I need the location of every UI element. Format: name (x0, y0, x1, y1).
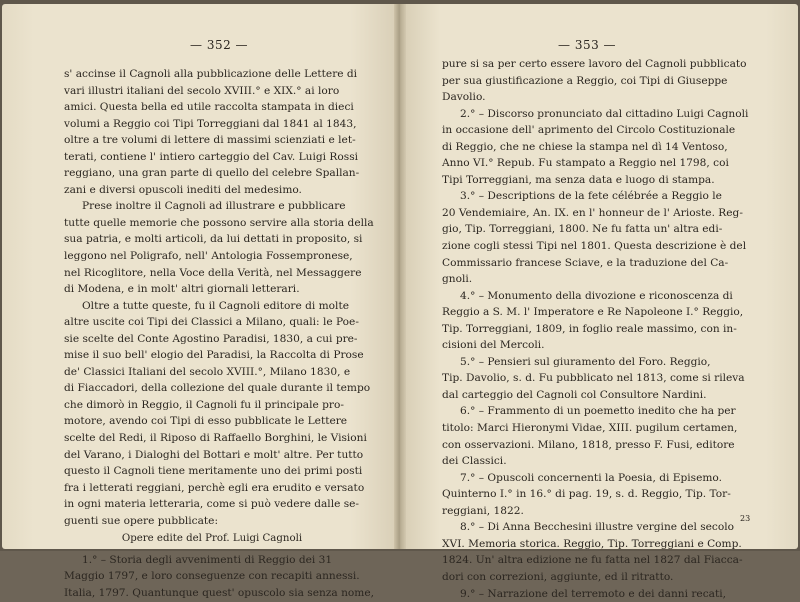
left-page-body (64, 66, 360, 602)
text-line: gio, Tip. Torreggiani, 1800. Ne fu fatta un' altra edi- (442, 221, 736, 238)
text-line: cisioni del Mercoli. (442, 337, 736, 354)
text-line: fra i letterati reggiani, perchè egli era erudito e versato (64, 480, 360, 497)
text-line: de' Classici Italiani del secolo XVIII.°, Milano 1830, e (64, 364, 360, 381)
text-line: titolo: Marci Hieronymi Vidae, XIII. pugilum certamen, (442, 420, 736, 437)
section-heading: Opere edite del Prof. Luigi Cagnoli (64, 531, 360, 548)
text-line: tutte quelle memorie che possono servire alla storia della (64, 215, 360, 232)
text-line: motore, avendo coi Tipi di esso pubblicate le Lettere (64, 413, 360, 430)
text-line: dori con correzioni, aggiunte, ed il ritratto. (442, 569, 736, 586)
text-line: gnoli. (442, 271, 736, 288)
text-line: nel Ricoglitore, nella Voce della Verità, nel Messaggere (64, 265, 360, 282)
right-page-body (442, 56, 736, 602)
text-line: Tip. Torreggiani, 1809, in foglio reale massimo, con in- (442, 321, 736, 338)
text-line: pure si sa per certo essere lavoro del Cagnoli pubblicato (442, 56, 736, 73)
text-line: oltre a tre volumi di lettere di massimi scienziati e let- (64, 132, 360, 149)
signature-mark: 23 (740, 514, 750, 523)
text-line: altre uscite coi Tipi dei Classici a Milano, quali: le Poe- (64, 314, 360, 331)
text-line: terati, contiene l' intiero carteggio del Cav. Luigi Rossi (64, 149, 360, 166)
text-line: con osservazioni. Milano, 1818, presso F. Fusi, editore (442, 437, 736, 454)
book-gutter (394, 4, 406, 549)
text-line: di Reggio, che ne chiese la stampa nel dì 14 Ventoso, (442, 139, 736, 156)
text-line: s' accinse il Cagnoli alla pubblicazione delle Lettere di (64, 66, 360, 83)
text-line: 9.° – Narrazione del terremoto e dei danni recati, (442, 586, 736, 602)
right-page-number: — 353 — (558, 38, 616, 52)
text-line: Italia, 1797. Quantunque quest' opuscolo sia senza nome, (64, 585, 360, 602)
text-line: 1.° – Storia degli avvenimenti di Reggio dei 31 (64, 552, 360, 569)
text-line: Reggio a S. M. l' Imperatore e Re Napoleone I.° Reggio, (442, 304, 736, 321)
text-line: reggiani, 1822. (442, 503, 736, 520)
left-page (2, 4, 398, 549)
text-line: 4.° – Monumento della divozione e riconoscenza di (442, 288, 736, 305)
text-line: 20 Vendemiaire, An. IX. en l' honneur de l' Arioste. Reg- (442, 205, 736, 222)
text-line: reggiano, una gran parte di quello del celebre Spallan- (64, 165, 360, 182)
text-line: scelte del Redi, il Riposo di Raffaello Borghini, le Visioni (64, 430, 360, 447)
left-page-number: — 352 — (190, 38, 248, 52)
text-line: Davolio. (442, 89, 736, 106)
text-line: dei Classici. (442, 453, 736, 470)
text-line: che dimorò in Reggio, il Cagnoli fu il principale pro- (64, 397, 360, 414)
text-line: Prese inoltre il Cagnoli ad illustrare e pubblicare (64, 198, 360, 215)
text-line: dal carteggio del Cagnoli col Consultore Nardini. (442, 387, 736, 404)
text-line: volumi a Reggio coi Tipi Torreggiani dal 1841 al 1843, (64, 116, 360, 133)
text-line: per sua giustificazione a Reggio, coi Tipi di Giuseppe (442, 73, 736, 90)
text-line: in ogni materia letteraria, come si può vedere dalle se- (64, 496, 360, 513)
text-line: zani e diversi opuscoli inediti del medesimo. (64, 182, 360, 199)
text-line: sie scelte del Conte Agostino Paradisi, 1830, a cui pre- (64, 331, 360, 348)
text-line: Tip. Davolio, s. d. Fu pubblicato nel 1813, come si rileva (442, 370, 736, 387)
text-line: XVI. Memoria storica. Reggio, Tip. Torreggiani e Comp. (442, 536, 736, 553)
text-line: 8.° – Di Anna Becchesini illustre vergine del secolo (442, 519, 736, 536)
text-line: mise il suo bell' elogio del Paradisi, la Raccolta di Prose (64, 347, 360, 364)
text-line: Tipi Torreggiani, ma senza data e luogo di stampa. (442, 172, 736, 189)
text-line: 5.° – Pensieri sul giuramento del Foro. Reggio, (442, 354, 736, 371)
text-line: leggono nel Poligrafo, nell' Antologia Fossempronese, (64, 248, 360, 265)
text-line: questo il Cagnoli tiene meritamente uno dei primi posti (64, 463, 360, 480)
text-line: del Varano, i Dialoghi del Bottari e molt' altre. Per tutto (64, 447, 360, 464)
text-line: Commissario francese Sciave, e la traduzione del Ca- (442, 255, 736, 272)
text-line: amici. Questa bella ed utile raccolta stampata in dieci (64, 99, 360, 116)
text-line: guenti sue opere pubblicate: (64, 513, 360, 530)
text-line: 7.° – Opuscoli concernenti la Poesia, di Episemo. (442, 470, 736, 487)
text-line: sua patria, e molti articoli, da lui dettati in proposito, si (64, 231, 360, 248)
text-line: 1824. Un' altra edizione ne fu fatta nel 1827 dal Fiacca- (442, 552, 736, 569)
text-line: in occasione dell' aprimento del Circolo Costituzionale (442, 122, 736, 139)
text-line: Maggio 1797, e loro conseguenze con recapiti annessi. (64, 568, 360, 585)
text-line: Anno VI.° Repub. Fu stampato a Reggio nel 1798, coi (442, 155, 736, 172)
text-line: di Modena, e in molt' altri giornali letterari. (64, 281, 360, 298)
text-line: 6.° – Frammento di un poemetto inedito che ha per (442, 403, 736, 420)
text-line: Oltre a tutte queste, fu il Cagnoli editore di molte (64, 298, 360, 315)
right-page (400, 4, 798, 549)
text-line: vari illustri italiani del secolo XVIII.° e XIX.° ai loro (64, 83, 360, 100)
text-line: 2.° – Discorso pronunciato dal cittadino Luigi Cagnoli (442, 106, 736, 123)
text-line: 3.° – Descriptions de la fete célébrée a Reggio le (442, 188, 736, 205)
text-line: Quinterno I.° in 16.° di pag. 19, s. d. Reggio, Tip. Tor- (442, 486, 736, 503)
text-line: di Fiaccadori, della collezione del quale durante il tempo (64, 380, 360, 397)
text-line: zione cogli stessi Tipi nel 1801. Questa descrizione è del (442, 238, 736, 255)
